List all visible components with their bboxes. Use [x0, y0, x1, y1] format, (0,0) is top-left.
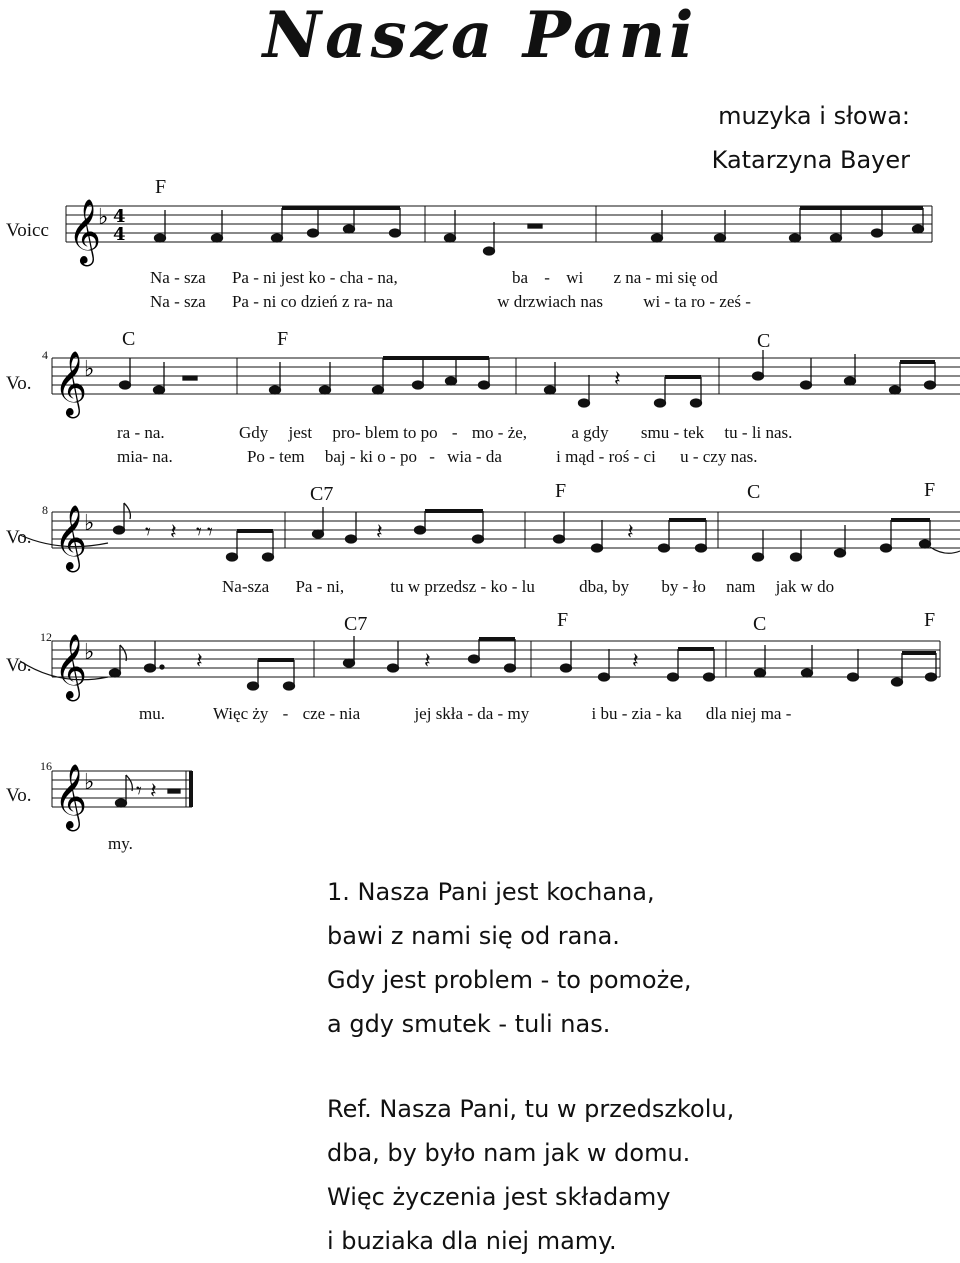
- lyric-syllable: Gdy: [238, 423, 269, 442]
- lyric-hyphen: -: [253, 268, 259, 287]
- lyric-syllable: sza: [247, 577, 270, 596]
- measure-number: 16: [40, 759, 52, 773]
- lyric-hyphen: -: [682, 577, 689, 596]
- verse-line: 1. Nasza Pani jest kochana,: [327, 878, 655, 906]
- lyric-syllable: mu.: [139, 704, 165, 723]
- lyric-syllable: ni: [263, 268, 277, 287]
- lyric-syllable: mo: [471, 423, 494, 442]
- lyric-syllable: ro: [690, 292, 706, 311]
- lyrics-verse2: [150, 292, 950, 312]
- lyric-hyphen: -: [511, 577, 518, 596]
- svg-text:♭: ♭: [84, 770, 95, 795]
- lyric-syllable: w: [407, 577, 421, 596]
- lyric-hyphen: -: [709, 292, 716, 311]
- lyric-hyphen: -: [475, 447, 482, 466]
- lyric-hyphen: -: [645, 268, 652, 287]
- lyric-hyphen: -: [367, 268, 374, 287]
- svg-text:𝄞: 𝄞: [54, 351, 88, 416]
- svg-text:4: 4: [113, 224, 126, 245]
- lyric-hyphen: -: [349, 447, 356, 466]
- staff-label: Vo.: [6, 373, 32, 394]
- lyrics-verse1: [117, 423, 957, 443]
- lyric-syllable: drzwiach: [513, 292, 577, 311]
- staff-label: Vo.: [6, 785, 32, 806]
- lyric-syllable: ko: [308, 268, 326, 287]
- lyric-syllable: lu: [521, 577, 535, 596]
- lyric-hyphen: -: [269, 447, 275, 466]
- measure-number: 12: [40, 630, 52, 644]
- lyrics-verse1: [139, 704, 959, 724]
- verse-line: Gdy jest problem - to pomoże,: [327, 966, 692, 994]
- lyric-syllable: na.: [144, 423, 165, 442]
- svg-text:♭: ♭: [98, 205, 109, 230]
- lyric-syllable: tu: [390, 577, 404, 596]
- lyric-syllable: w: [800, 577, 813, 596]
- svg-text:♭: ♭: [84, 511, 95, 536]
- lyric-syllable: ni: [263, 292, 277, 311]
- svg-text:♭: ♭: [84, 357, 95, 382]
- lyric-syllable: cze: [302, 704, 326, 723]
- lyric-syllable: ko: [490, 577, 508, 596]
- lyric-syllable: da: [477, 704, 494, 723]
- svg-text:𝄞: 𝄞: [54, 764, 88, 829]
- svg-text:𝄽: 𝄽: [170, 520, 177, 545]
- lyric-syllable: tem: [279, 447, 305, 466]
- lyric-hyphen: -: [467, 704, 473, 723]
- lyric-syllable: do: [817, 577, 835, 596]
- lyric-hyphen: -: [451, 423, 458, 442]
- lyric-syllable: niej: [730, 704, 757, 723]
- lyric-syllable: po: [420, 423, 438, 442]
- lyric-syllable: z: [342, 292, 350, 311]
- lyric-syllable: Na: [150, 292, 170, 311]
- lyric-syllable: Pa: [295, 577, 313, 596]
- chord-label: C: [747, 481, 761, 503]
- lyric-syllable: Pa: [231, 292, 249, 311]
- lyric-syllable: Pa: [231, 268, 249, 287]
- lyric-syllable: u: [680, 447, 689, 466]
- lyric-syllable: baj: [324, 447, 346, 466]
- lyric-syllable: jej: [414, 704, 432, 723]
- staff-notation: [0, 170, 960, 280]
- lyric-syllable: się: [677, 268, 697, 287]
- lyric-syllable: a: [571, 423, 579, 442]
- lyric-syllable: tu: [724, 423, 738, 442]
- lyrics-verse2: [117, 447, 957, 467]
- system-1: [0, 170, 960, 320]
- staff-notation: [0, 745, 960, 845]
- lyric-syllable: Więc: [212, 704, 249, 723]
- lyric-syllable: wia: [447, 447, 472, 466]
- lyric-syllable: dzień: [300, 292, 338, 311]
- lyric-syllable: od: [700, 268, 718, 287]
- lyric-hyphen: -: [692, 447, 699, 466]
- chord-label: F: [924, 609, 936, 631]
- lyric-syllable: cha: [339, 268, 364, 287]
- lyric-hyphen: -: [253, 292, 259, 311]
- chord-label: F: [924, 479, 936, 501]
- song-title: Nasza Pani: [262, 0, 698, 73]
- chord-label: C7: [310, 483, 334, 505]
- chord-label: F: [557, 609, 569, 631]
- lyric-syllable: ło: [692, 577, 706, 596]
- lyric-syllable: nas: [580, 292, 603, 311]
- measure-number: 8: [42, 503, 48, 517]
- lyric-syllable: to: [403, 423, 417, 442]
- svg-text:𝄞: 𝄞: [68, 199, 102, 264]
- lyric-syllable: ci: [643, 447, 656, 466]
- lyric-syllable: ześ: [719, 292, 741, 311]
- lyric-hyphen: -: [598, 447, 605, 466]
- lyric-syllable: na.: [152, 447, 173, 466]
- lyric-syllable: sza: [184, 268, 206, 287]
- lyric-hyphen: -: [316, 577, 323, 596]
- lyric-syllable: bu: [600, 704, 618, 723]
- svg-text:4: 4: [113, 206, 126, 227]
- lyric-hyphen: -: [785, 704, 792, 723]
- lyric-hyphen: -: [745, 292, 751, 311]
- lyric-syllable: my: [507, 704, 530, 723]
- staff-label: Voicc: [6, 220, 49, 241]
- lyric-syllable: na: [625, 268, 642, 287]
- lyric-hyphen: -: [134, 423, 141, 442]
- lyric-syllable: by: [661, 577, 679, 596]
- lyric-syllable: sza: [184, 292, 206, 311]
- lyric-syllable: wi: [643, 292, 661, 311]
- lyric-syllable: na,: [377, 268, 398, 287]
- svg-text:𝄽: 𝄽: [424, 649, 431, 674]
- lyric-syllable: Na: [150, 268, 170, 287]
- credit-label: muzyka i słowa:: [718, 102, 910, 130]
- lyrics-verse1: [222, 577, 960, 597]
- lyric-syllable: da: [485, 447, 502, 466]
- lyric-syllable: ma: [760, 704, 782, 723]
- svg-text:𝄽: 𝄽: [614, 367, 621, 392]
- lyric-hyphen: -: [329, 704, 336, 723]
- lyric-syllable: że,: [507, 423, 528, 442]
- svg-text:𝄞: 𝄞: [54, 505, 88, 570]
- lyric-syllable: pro-: [332, 423, 361, 442]
- chord-label: C: [753, 613, 767, 635]
- svg-text:𝄾: 𝄾: [136, 779, 142, 804]
- staff-notation: [0, 475, 960, 585]
- lyric-syllable: li: [751, 423, 762, 442]
- lyric-syllable: z: [613, 268, 621, 287]
- composer-name: Katarzyna Bayer: [711, 146, 910, 174]
- lyric-syllable: ki: [359, 447, 374, 466]
- lyric-syllable: my.: [108, 834, 133, 853]
- staff-notation: [0, 605, 960, 715]
- refrain-line: i buziaka dla niej mamy.: [327, 1227, 617, 1255]
- system-4: [0, 605, 960, 735]
- refrain-line: Więc życzenia jest składamy: [327, 1183, 671, 1211]
- svg-text:𝄾: 𝄾: [207, 520, 213, 545]
- svg-text:𝄽: 𝄽: [376, 520, 383, 545]
- lyric-syllable: czy: [702, 447, 727, 466]
- system-2: [0, 320, 960, 470]
- staff-label: Vo.: [6, 655, 32, 676]
- lyric-hyphen: -: [497, 423, 504, 442]
- lyric-syllable: jak: [775, 577, 797, 596]
- system-3: [0, 475, 960, 605]
- lyric-syllable: mi: [655, 268, 674, 287]
- staff-label: Vo.: [6, 527, 32, 548]
- lyric-syllable: nas.: [730, 447, 758, 466]
- verse-text: [327, 870, 734, 1263]
- chord-label: F: [555, 480, 567, 502]
- verse-spacer: [327, 1046, 734, 1087]
- verse-line: bawi z nami się od rana.: [327, 922, 620, 950]
- lyric-hyphen: -: [329, 268, 336, 287]
- lyric-syllable: gdy: [583, 423, 609, 442]
- lyric-hyphen: -: [741, 423, 748, 442]
- lyric-hyphen: -: [282, 704, 289, 723]
- lyric-hyphen: -: [664, 292, 671, 311]
- svg-text:𝄾: 𝄾: [145, 520, 151, 545]
- lyric-syllable: na: [376, 292, 393, 311]
- lyric-hyphen: -: [673, 423, 680, 442]
- lyric-syllable: co: [280, 292, 297, 311]
- lyric-hyphen: -: [480, 577, 487, 596]
- chord-label: C: [757, 330, 771, 352]
- lyric-syllable: o: [377, 447, 386, 466]
- lyric-syllable: dla: [705, 704, 727, 723]
- svg-text:♭: ♭: [84, 640, 95, 665]
- lyric-syllable: ra-: [353, 292, 373, 311]
- lyric-syllable: ka: [665, 704, 682, 723]
- lyric-syllable: jest: [280, 268, 305, 287]
- staff-notation: [0, 320, 960, 430]
- svg-text:𝄽: 𝄽: [150, 779, 157, 804]
- lyric-hyphen: -: [497, 704, 504, 723]
- lyric-syllable: Po: [246, 447, 265, 466]
- lyric-hyphen: -: [544, 268, 550, 287]
- svg-text:𝄞: 𝄞: [54, 634, 88, 699]
- system-5: [0, 745, 960, 860]
- lyric-hyphen: -: [390, 447, 396, 466]
- lyric-syllable: w: [497, 292, 510, 311]
- lyric-syllable: i: [591, 704, 597, 723]
- lyric-syllable: nas.: [765, 423, 793, 442]
- chord-label: F: [277, 328, 289, 350]
- chord-label: F: [155, 176, 167, 198]
- measure-number: 4: [42, 348, 48, 362]
- lyric-syllable: i: [556, 447, 561, 466]
- svg-text:𝄽: 𝄽: [632, 649, 639, 674]
- refrain-line: Ref. Nasza Pani, tu w przedszkolu,: [327, 1095, 735, 1123]
- lyric-syllable: skła: [435, 704, 464, 723]
- lyric-syllable: by: [612, 577, 630, 596]
- lyric-syllable: ni,: [326, 577, 345, 596]
- lyric-hyphen: -: [429, 447, 435, 466]
- lyric-syllable: Na-: [222, 577, 248, 596]
- lyric-hyphen: -: [655, 704, 662, 723]
- lyric-syllable: ra: [117, 423, 131, 442]
- lyric-syllable: przedsz: [424, 577, 477, 596]
- lyric-hyphen: -: [633, 447, 640, 466]
- lyric-syllable: ży: [252, 704, 269, 723]
- lyrics-verse1: [150, 268, 940, 288]
- svg-text:𝄽: 𝄽: [627, 520, 634, 545]
- svg-text:𝄾: 𝄾: [196, 520, 202, 545]
- chord-label: C7: [344, 613, 368, 635]
- lyric-syllable: po: [399, 447, 417, 466]
- svg-text:𝄽: 𝄽: [196, 649, 203, 674]
- lyric-syllable: roś: [608, 447, 630, 466]
- lyric-syllable: nia: [339, 704, 361, 723]
- lyric-syllable: mąd: [565, 447, 595, 466]
- refrain-line: dba, by było nam jak w domu.: [327, 1139, 691, 1167]
- lyric-syllable: blem: [364, 423, 399, 442]
- lyric-syllable: tek: [683, 423, 705, 442]
- lyric-hyphen: -: [621, 704, 628, 723]
- lyric-hyphen: -: [174, 268, 180, 287]
- lyric-hyphen: -: [174, 292, 180, 311]
- chord-label: C: [122, 328, 136, 350]
- verse-line: a gdy smutek - tuli nas.: [327, 1010, 611, 1038]
- lyric-syllable: zia: [631, 704, 652, 723]
- lyric-syllable: nam: [726, 577, 756, 596]
- lyric-syllable: mia-: [117, 447, 149, 466]
- lyric-syllable: wi: [566, 268, 584, 287]
- lyric-syllable: smu: [640, 423, 670, 442]
- lyric-syllable: jest: [288, 423, 313, 442]
- lyric-syllable: ba: [511, 268, 529, 287]
- lyric-syllable: ta: [674, 292, 687, 311]
- lyric-syllable: dba,: [579, 577, 608, 596]
